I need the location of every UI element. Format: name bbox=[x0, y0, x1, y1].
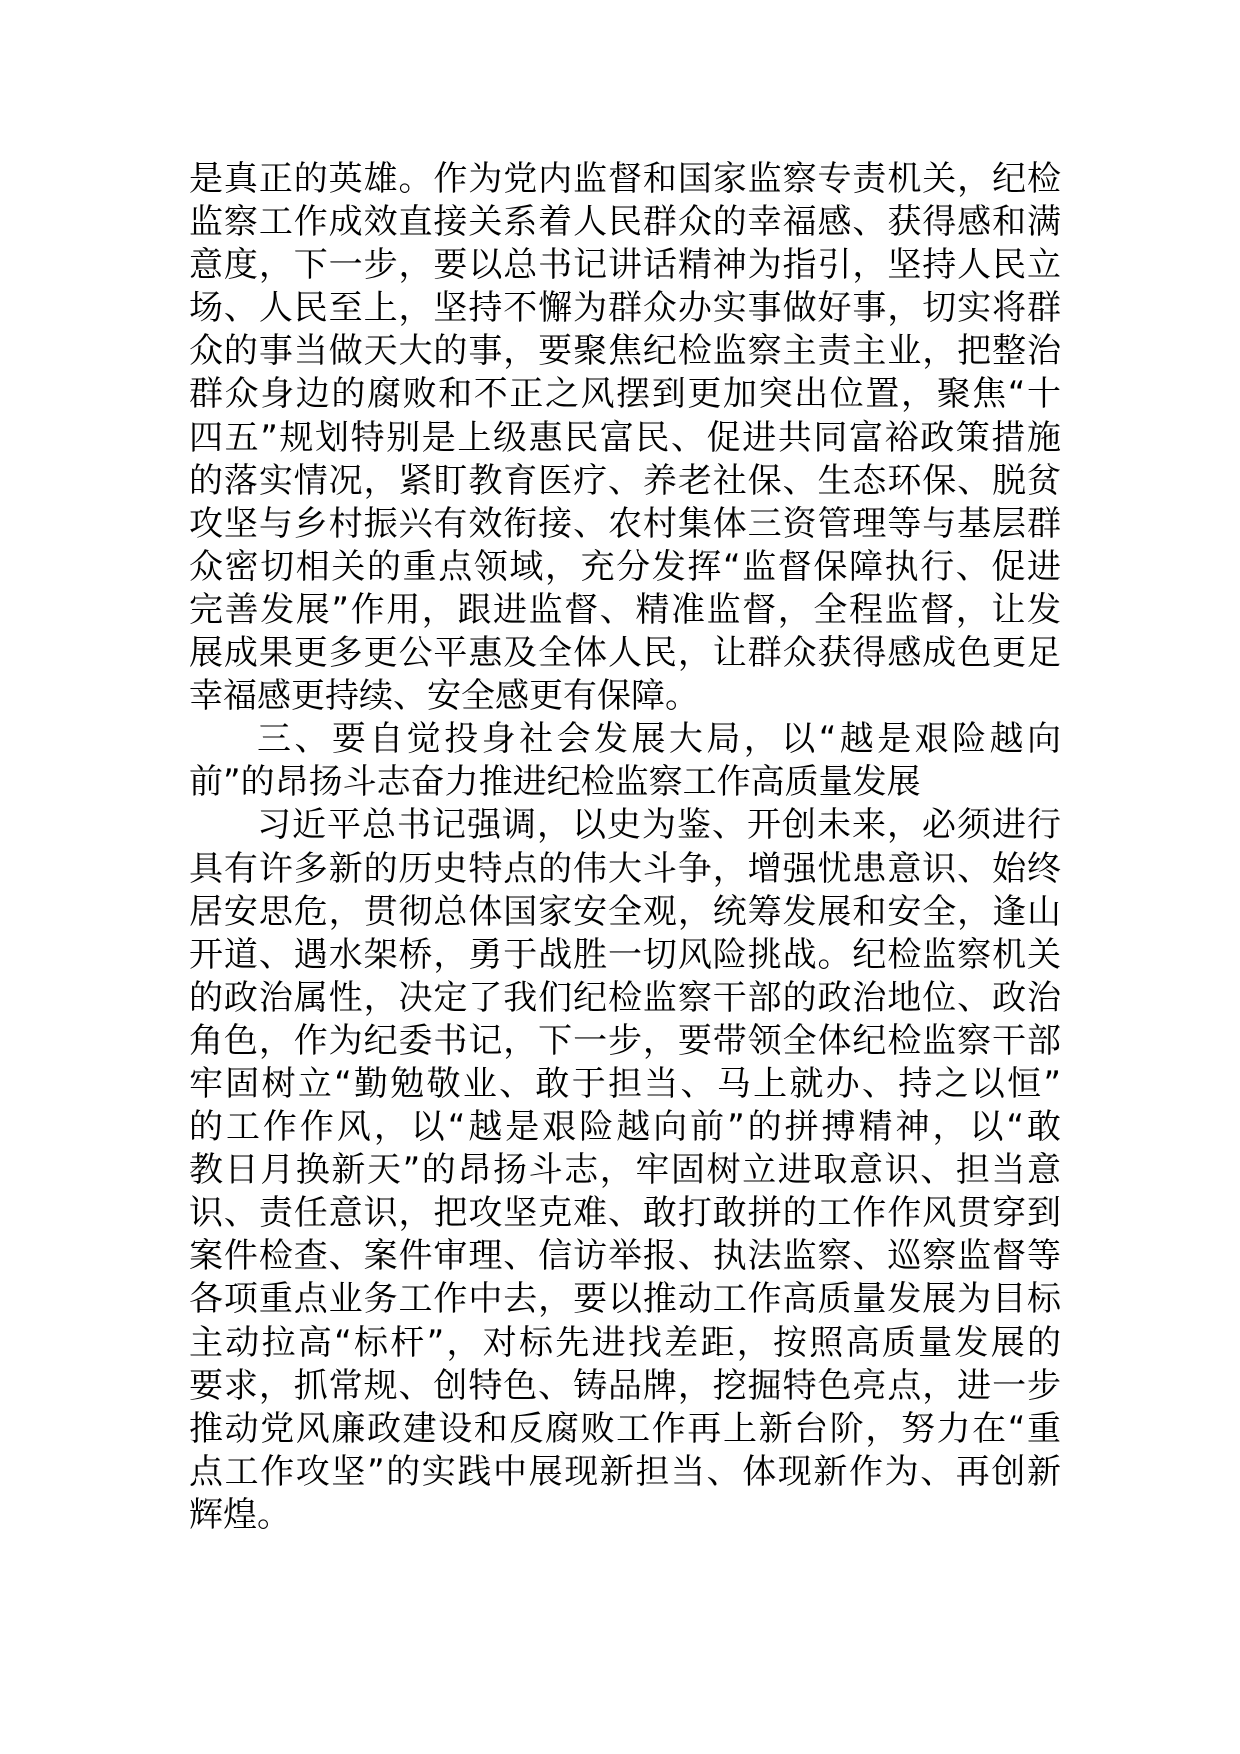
text-line: 案件检查、案件审理、信访举报、执法监察、巡察监督等 bbox=[189, 1236, 1061, 1277]
text-line: 场、人民至上，坚持不懈为群众办实事做好事，切实将群 bbox=[189, 288, 1061, 329]
text-line: 具有许多新的历史特点的伟大斗争，增强忧患意识、始终 bbox=[189, 848, 1061, 889]
text-line: 是真正的英雄。作为党内监督和国家监察专责机关，纪检 bbox=[189, 159, 1061, 199]
text-line: 居安思危，贯彻总体国家安全观，统筹发展和安全，逢山 bbox=[189, 891, 1061, 932]
text-line: 识、责任意识，把攻坚克难、敢打敢拼的工作作风贯穿到 bbox=[189, 1193, 1061, 1234]
text-line: 习近平总书记强调，以史为鉴、开创未来，必须进行 bbox=[257, 805, 1061, 846]
text-line: 推动党风廉政建设和反腐败工作再上新台阶，努力在“重 bbox=[189, 1408, 1061, 1449]
text-line: 群众身边的腐败和不正之风摆到更加突出位置，聚焦“十 bbox=[189, 374, 1061, 415]
section-heading-line: 三、要自觉投身社会发展大局，以“越是艰险越向 bbox=[257, 719, 1061, 760]
text-line: 众的事当做天大的事，要聚焦纪检监察主责主业，把整治 bbox=[189, 331, 1061, 372]
text-line: 的落实情况，紧盯教育医疗、养老社保、生态环保、脱贫 bbox=[189, 460, 1061, 501]
text-line: 完善发展”作用，跟进监督、精准监督，全程监督，让发 bbox=[189, 589, 1061, 630]
text-line: 的工作作风，以“越是艰险越向前”的拼搏精神，以“敢 bbox=[189, 1107, 1061, 1148]
text-line: 攻坚与乡村振兴有效衔接、农村集体三资管理等与基层群 bbox=[189, 503, 1061, 544]
text-line: 辉煌。 bbox=[189, 1494, 291, 1535]
text-line: 意度，下一步，要以总书记讲话精神为指引，坚持人民立 bbox=[189, 245, 1061, 286]
text-line: 主动拉高“标杆”，对标先进找差距，按照高质量发展的 bbox=[189, 1322, 1061, 1363]
text-line: 展成果更多更公平惠及全体人民，让群众获得感成色更足 bbox=[189, 633, 1061, 674]
text-line: 幸福感更持续、安全感更有保障。 bbox=[189, 676, 699, 717]
text-line: 角色，作为纪委书记，下一步，要带领全体纪检监察干部 bbox=[189, 1020, 1061, 1061]
text-line: 众密切相关的重点领域，充分发挥“监督保障执行、促进 bbox=[189, 546, 1061, 587]
text-line: 各项重点业务工作中去，要以推动工作高质量发展为目标 bbox=[189, 1279, 1061, 1320]
text-line: 点工作攻坚”的实践中展现新担当、体现新作为、再创新 bbox=[189, 1451, 1061, 1492]
text-line: 的政治属性，决定了我们纪检监察干部的政治地位、政治 bbox=[189, 977, 1061, 1018]
text-line: 牢固树立“勤勉敬业、敢于担当、马上就办、持之以恒” bbox=[189, 1063, 1061, 1104]
body-text bbox=[189, 158, 1061, 1537]
text-line: 监察工作成效直接关系着人民群众的幸福感、获得感和满 bbox=[189, 202, 1061, 243]
text-line: 要求，抓常规、创特色、铸品牌，挖掘特色亮点，进一步 bbox=[189, 1365, 1061, 1406]
text-line: 四五”规划特别是上级惠民富民、促进共同富裕政策措施 bbox=[189, 417, 1061, 458]
section-heading-line: 前”的昂扬斗志奋力推进纪检监察工作高质量发展 bbox=[189, 762, 921, 803]
text-line: 开道、遇水架桥，勇于战胜一切风险挑战。纪检监察机关 bbox=[189, 934, 1061, 975]
text-line: 教日月换新天”的昂扬斗志，牢固树立进取意识、担当意 bbox=[189, 1150, 1061, 1191]
